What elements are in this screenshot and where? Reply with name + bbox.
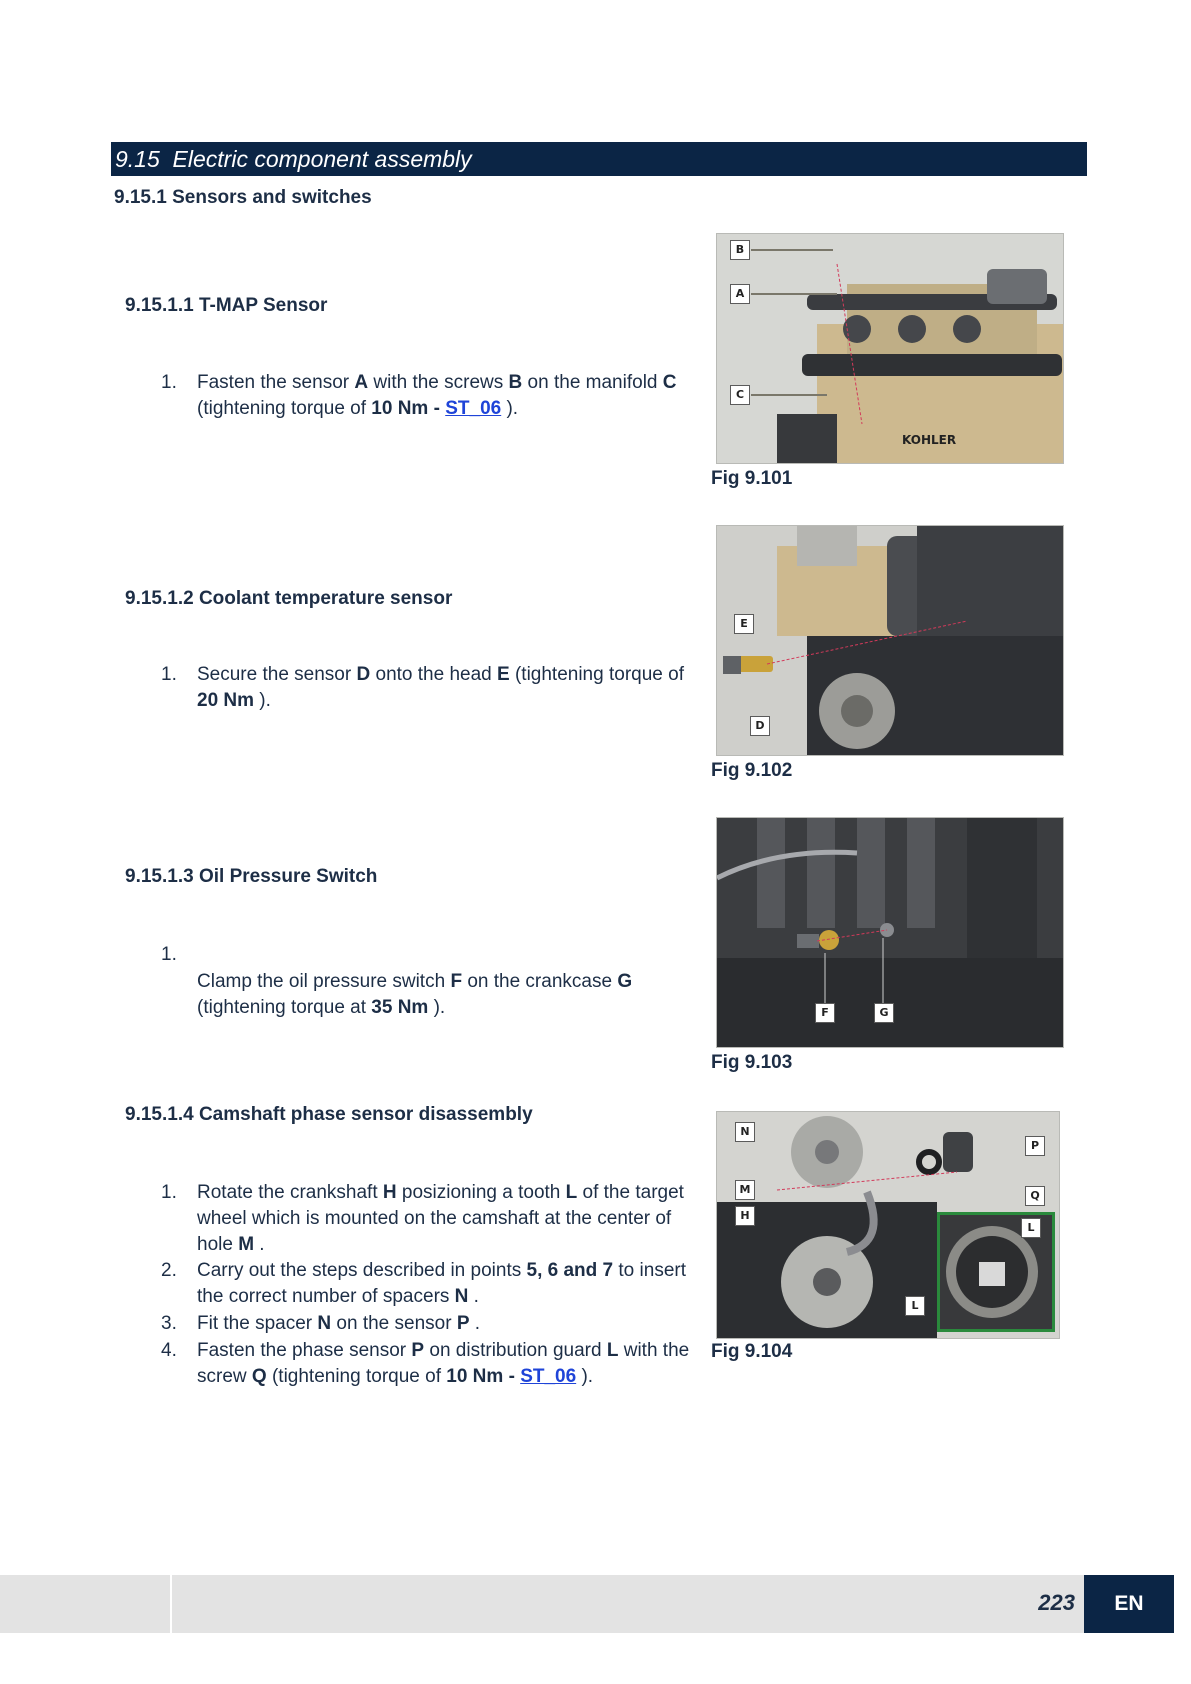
step-number: 2.	[161, 1260, 177, 1281]
engine-manifold-illustration	[717, 234, 1063, 463]
footer-bar	[0, 1575, 1084, 1633]
camshaft-heading: 9.15.1.4 Camshaft phase sensor disassembly	[125, 1104, 533, 1125]
step-text: Fasten the phase sensor P on distribution guard L with the screw Q (tightening torque of 10 Nm - ST_06 ).	[197, 1340, 690, 1387]
figure-coolant-sensor	[716, 525, 1064, 756]
label-e: E	[734, 614, 754, 634]
section-number: 9.15	[115, 146, 160, 172]
label-n: N	[735, 1122, 755, 1142]
step-number: 1.	[161, 372, 177, 393]
oil-heading: 9.15.1.3 Oil Pressure Switch	[125, 866, 378, 887]
label-l: L	[1021, 1218, 1041, 1238]
label-l: L	[905, 1296, 925, 1316]
step-number: 3.	[161, 1313, 177, 1334]
label-c: C	[730, 385, 750, 405]
label-g: G	[874, 1003, 894, 1023]
distribution-guard-illustration	[717, 1112, 1059, 1338]
label-d: D	[750, 716, 770, 736]
page-number: 223	[1038, 1590, 1075, 1615]
step-number: 1.	[161, 664, 177, 685]
step-text: Secure the sensor D onto the head E (tightening torque of 20 Nm ).	[197, 664, 684, 711]
st06-link[interactable]: ST_06	[445, 398, 502, 419]
figure-caption: Fig 9.103	[711, 1052, 793, 1073]
subsection-title: 9.15.1 Sensors and switches	[114, 187, 372, 208]
step-text: Clamp the oil pressure switch F on the crankcase G (tightening torque at 35 Nm ).	[197, 971, 633, 1018]
figure-caption: Fig 9.101	[711, 468, 793, 489]
step-text: Carry out the steps described in points 5, 6 and 7 to insert the correct number of spacers N .	[197, 1260, 686, 1307]
label-f: F	[815, 1003, 835, 1023]
step-number: 4.	[161, 1340, 177, 1361]
step-text: Fasten the sensor A with the screws B on the manifold C (tightening torque of 10 Nm - ST_06 ).	[197, 372, 677, 419]
figure-oil-switch	[716, 817, 1064, 1048]
label-m: M	[735, 1180, 755, 1200]
section-title-bar	[111, 142, 1087, 176]
label-a: A	[730, 284, 750, 304]
step-number: 1.	[161, 944, 177, 965]
footer-divider	[170, 1575, 172, 1633]
step-text: Fit the spacer N on the sensor P .	[197, 1313, 481, 1334]
section-title: Electric component assembly	[172, 146, 472, 172]
label-p: P	[1025, 1136, 1045, 1156]
step-text: Rotate the crankshaft H posizioning a tooth L of the target wheel which is mounted on the camshaft at the center of hole M .	[197, 1182, 684, 1255]
language-badge: EN	[1084, 1575, 1174, 1633]
tmap-heading: 9.15.1.1 T-MAP Sensor	[125, 295, 328, 316]
figure-camshaft-sensor	[716, 1111, 1060, 1339]
label-b: B	[730, 240, 750, 260]
coolant-heading: 9.15.1.2 Coolant temperature sensor	[125, 588, 453, 609]
st06-link[interactable]: ST_06	[520, 1366, 577, 1387]
brand-text: KOHLER	[902, 433, 957, 447]
figure-caption: Fig 9.104	[711, 1341, 793, 1362]
figure-caption: Fig 9.102	[711, 760, 793, 781]
step-number: 1.	[161, 1182, 177, 1203]
label-q: Q	[1025, 1186, 1045, 1206]
figure-tmap-sensor	[716, 233, 1064, 464]
label-h: H	[735, 1206, 755, 1226]
